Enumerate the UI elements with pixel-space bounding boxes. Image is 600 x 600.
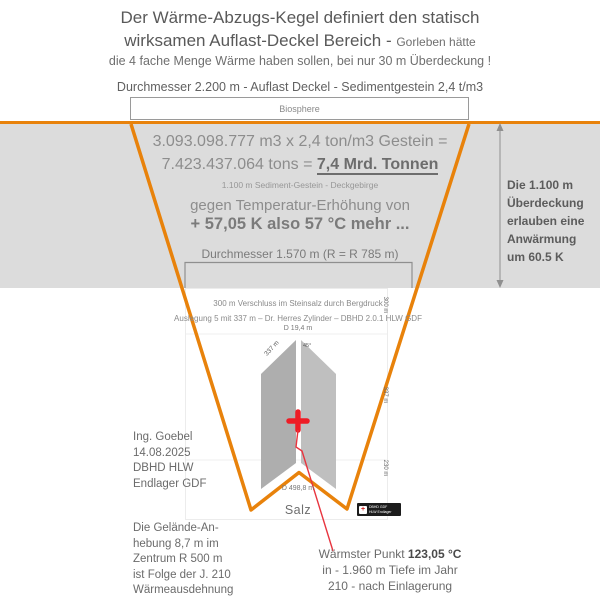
uplift-note-line: Zentrum R 500 m [133,553,223,565]
dbhd-badge [357,503,401,516]
uplift-note [133,521,233,599]
salt-label: Salz [284,503,312,517]
title-line2-main: wirksamen Auflast-Deckel Bereich - [124,31,397,50]
arrow-up-icon [497,123,504,131]
slope-length-label: 337 m [263,339,281,358]
mass-calculation-line2 [0,156,600,174]
bottom-diameter-label: D 498,8 m [281,485,315,492]
author-project: DBHD HLW [133,462,194,474]
diameter-bracket [185,263,412,289]
badge-text [369,505,392,514]
overburden-annotation [507,176,597,266]
plus-icon: + [360,505,366,513]
hotspot-line1-prefix: Wärmster Punkt [318,547,408,561]
mass-line2-total: 7,4 Mrd. Tonnen [316,156,439,173]
badge-line2: HLW Endlager [369,509,392,514]
overburden-annotation-line: um 60.5 K [507,250,564,264]
author-project2: Endlager GDF [133,477,207,490]
temperature-line1: gegen Temperatur-Erhöhung von [190,197,410,214]
salt-container-left-half [261,340,296,489]
title-line3: die 4 fache Menge Wärme haben sollen, bei nur 30 m Überdeckung ! [108,54,492,68]
title-line2-note: Gorleben hätte [396,35,476,49]
biosphere-box [130,97,469,120]
diameter-1570-label: Durchmesser 1.570 m (R = R 785 m) [201,247,399,261]
mass-line2-prefix: 7.423.437.064 tons = [161,156,317,173]
overburden-note: 1.100 m Sediment-Gestein - Deckgebirge [221,180,379,190]
temperature-line2: + 57,05 K also 57 °C mehr ... [190,215,410,233]
hotspot-line2: in - 1.960 m Tiefe im Jahr [322,563,458,577]
overburden-annotation-line: Anwärmung [507,232,577,246]
depth-label-bottom: 230 m [382,459,388,477]
hotspot-note [280,546,500,594]
subtitle: Durchmesser 2.200 m - Auflast Deckel - Sedimentgestein 2,4 t/m3 [116,80,484,94]
mass-calculation-line1: 3.093.098.777 m3 x 2,4 ton/m3 Gestein = [152,133,448,150]
badge-line1: DBHD GDF [369,505,388,509]
overburden-annotation-line: Überdeckung [507,196,584,210]
depth-label-mid: 337 m [382,386,388,404]
uplift-note-line: Wärmeausdehnung [133,584,234,596]
uplift-note-line: ist Folge der J. 210 [133,568,231,581]
title-line2 [0,31,600,51]
arrow-down-icon [497,280,504,288]
hotspot-line3: 210 - nach Einlagerung [327,579,453,593]
author-name: Ing. Goebel [133,431,193,443]
author-date: 14.08.2025 [133,446,191,459]
top-diameter-label: D 19,4 m [283,325,313,332]
uplift-note-line: hebung 8,7 m im [133,537,219,550]
seal-note: 300 m Verschluss im Steinsalz durch Bergdruck [213,299,383,308]
hotspot-temperature: 123,05 °C [407,547,462,561]
hotspot-line1 [280,546,500,562]
uplift-note-line: Die Gelände-An- [133,522,219,534]
layout-note: Auslegung 5 mit 337 m – Dr. Herres Zylinder – DBHD 2.0.1 HLW GDF [174,314,422,323]
author-block [133,430,207,492]
angle-label: 45° [303,343,312,349]
biosphere-label: Biosphere [279,104,320,114]
overburden-annotation-line: erlauben eine [507,214,585,228]
overburden-annotation-line: Die 1.100 m [507,178,574,192]
title-line1: Der Wärme-Abzugs-Kegel definiert den statisch [120,8,480,27]
depth-label-300m: 300 m [382,296,388,314]
